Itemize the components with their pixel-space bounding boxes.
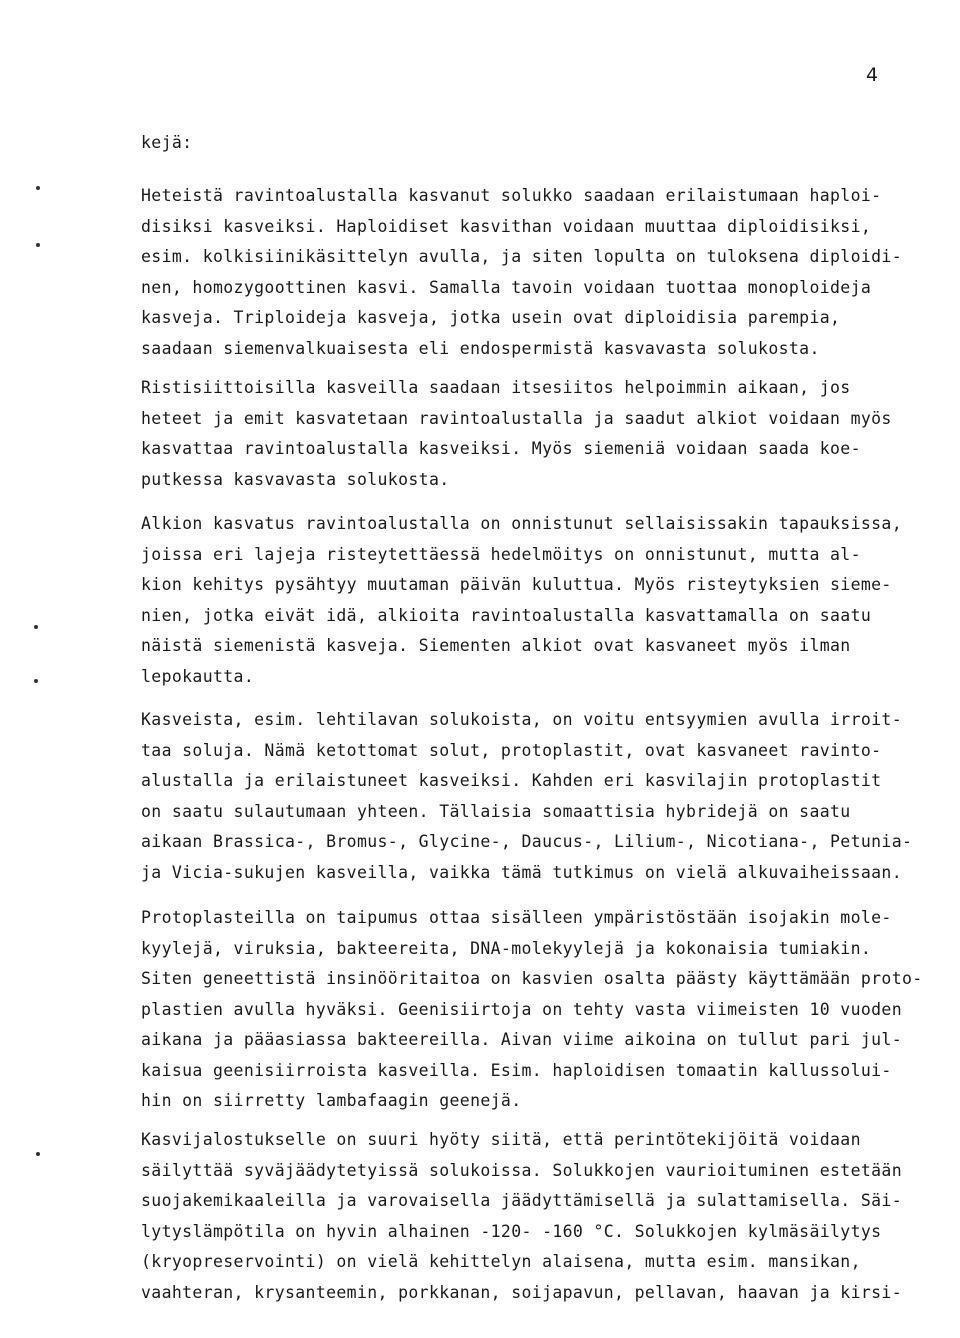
paragraph-3-line-5: näistä siemenistä kasveja. Siementen alkiot ovat kasvaneet myös ilman xyxy=(141,636,851,655)
paragraph-6-line-5: (kryopreservointi) on vielä kehittelyn alaisena, mutta esim. mansikan, xyxy=(141,1252,861,1271)
paragraph-1-line-2: disiksi kasveiksi. Haploidiset kasvithan voidaan muuttaa diploidisiksi, xyxy=(141,217,872,236)
paragraph-2-line-4: putkessa kasvavasta solukosta. xyxy=(141,470,450,489)
paragraph-5-line-7: hin on siirretty lambafaagin geenejä. xyxy=(141,1091,522,1110)
paragraph-2-line-2: heteet ja emit kasvatetaan ravintoalustalla ja saadut alkiot voidaan myös xyxy=(141,409,892,428)
paragraph-1-line-1: Heteistä ravintoalustalla kasvanut solukko saadaan erilaistumaan haploi- xyxy=(141,186,882,205)
paragraph-4-line-4: on saatu sulautumaan yhteen. Tällaisia somaattisia hybridejä on saatu xyxy=(141,802,851,821)
paragraph-4-line-2: taa soluja. Nämä ketottomat solut, protoplastit, ovat kasvaneet ravinto- xyxy=(141,741,882,760)
paragraph-3-line-6: lepokautta. xyxy=(141,667,255,686)
scan-speck xyxy=(36,1152,40,1156)
paragraph-6-line-6: vaahteran, krysanteemin, porkkanan, soijapavun, pellavan, haavan ja kirsi- xyxy=(141,1283,903,1302)
paragraph-6-line-1: Kasvijalostukselle on suuri hyöty siitä, että perintötekijöitä voidaan xyxy=(141,1130,861,1149)
paragraph-3-line-3: kion kehitys pysähtyy muutaman päivän kuluttua. Myös risteytyksien sieme- xyxy=(141,575,892,594)
paragraph-5-line-3: Siten geneettistä insinööritaitoa on kasvien osalta päästy käyttämään proto- xyxy=(141,969,923,988)
paragraph-5-line-1: Protoplasteilla on taipumus ottaa sisälleen ympäristöstään isojakin mole- xyxy=(141,908,892,927)
paragraph-5-line-5: aikana ja pääasiassa bakteereilla. Aivan viime aikoina on tullut pari jul- xyxy=(141,1030,903,1049)
scan-speck xyxy=(36,186,40,190)
paragraph-5-line-6: kaisua geenisiirroista kasveilla. Esim. haploidisen tomaatin kallussolui- xyxy=(141,1061,892,1080)
paragraph-1-line-5: kasveja. Triploideja kasveja, jotka usein ovat diploidisia parempia, xyxy=(141,308,841,327)
paragraph-6-line-3: suojakemikaaleilla ja varovaisella jäädyttämisellä ja sulattamisella. Säi- xyxy=(141,1191,903,1210)
paragraph-1-line-4: nen, homozygoottinen kasvi. Samalla tavoin voidaan tuottaa monoploideja xyxy=(141,278,872,297)
scan-speck xyxy=(34,679,38,683)
paragraph-4-line-6: ja Vicia-sukujen kasveilla, vaikka tämä tutkimus on vielä alkuvaiheissaan. xyxy=(141,863,903,882)
paragraph-6-line-2: säilyttää syväjäädytetyissä solukoissa. Solukkojen vaurioituminen estetään xyxy=(141,1161,903,1180)
paragraph-4-line-5: aikaan Brassica-, Bromus-, Glycine-, Daucus-, Lilium-, Nicotiana-, Petunia- xyxy=(141,832,913,851)
paragraph-3-line-1: Alkion kasvatus ravintoalustalla on onnistunut sellaisissakin tapauksissa, xyxy=(141,514,903,533)
paragraph-2-line-3: kasvattaa ravintoalustalla kasveiksi. Myös siemeniä voidaan saada koe- xyxy=(141,439,861,458)
paragraph-2-line-1: Ristisiittoisilla kasveilla saadaan itsesiitos helpoimmin aikaan, jos xyxy=(141,378,851,397)
paragraph-4-line-3: alustalla ja erilaistuneet kasveiksi. Kahden eri kasvilajin protoplastit xyxy=(141,771,882,790)
page-number: 4 xyxy=(866,64,879,86)
paragraph-1-line-3: esim. kolkisiinikäsittelyn avulla, ja siten lopulta on tuloksena diploidi- xyxy=(141,247,903,266)
paragraph-1-line-6: saadaan siemenvalkuaisesta eli endospermistä kasvavasta solukosta. xyxy=(141,339,820,358)
paragraph-5-line-2: kyylejä, viruksia, bakteereita, DNA-molekyylejä ja kokonaisia tumiakin. xyxy=(141,939,872,958)
intro-line: kejä: xyxy=(141,133,193,152)
paragraph-6-line-4: lytyslämpötila on hyvin alhainen -120- -160 °C. Solukkojen kylmäsäilytys xyxy=(141,1222,882,1241)
paragraph-5-line-4: plastien avulla hyväksi. Geenisiirtoja on tehty vasta viimeisten 10 vuoden xyxy=(141,1000,903,1019)
paragraph-3-line-2: joissa eri lajeja risteytettäessä hedelmöitys on onnistunut, mutta al- xyxy=(141,545,861,564)
paragraph-3-line-4: nien, jotka eivät idä, alkioita ravintoalustalla kasvattamalla on saatu xyxy=(141,606,872,625)
paragraph-4-line-1: Kasveista, esim. lehtilavan solukoista, on voitu entsyymien avulla irroit- xyxy=(141,710,903,729)
scan-speck xyxy=(36,243,40,247)
scan-speck xyxy=(34,625,38,629)
